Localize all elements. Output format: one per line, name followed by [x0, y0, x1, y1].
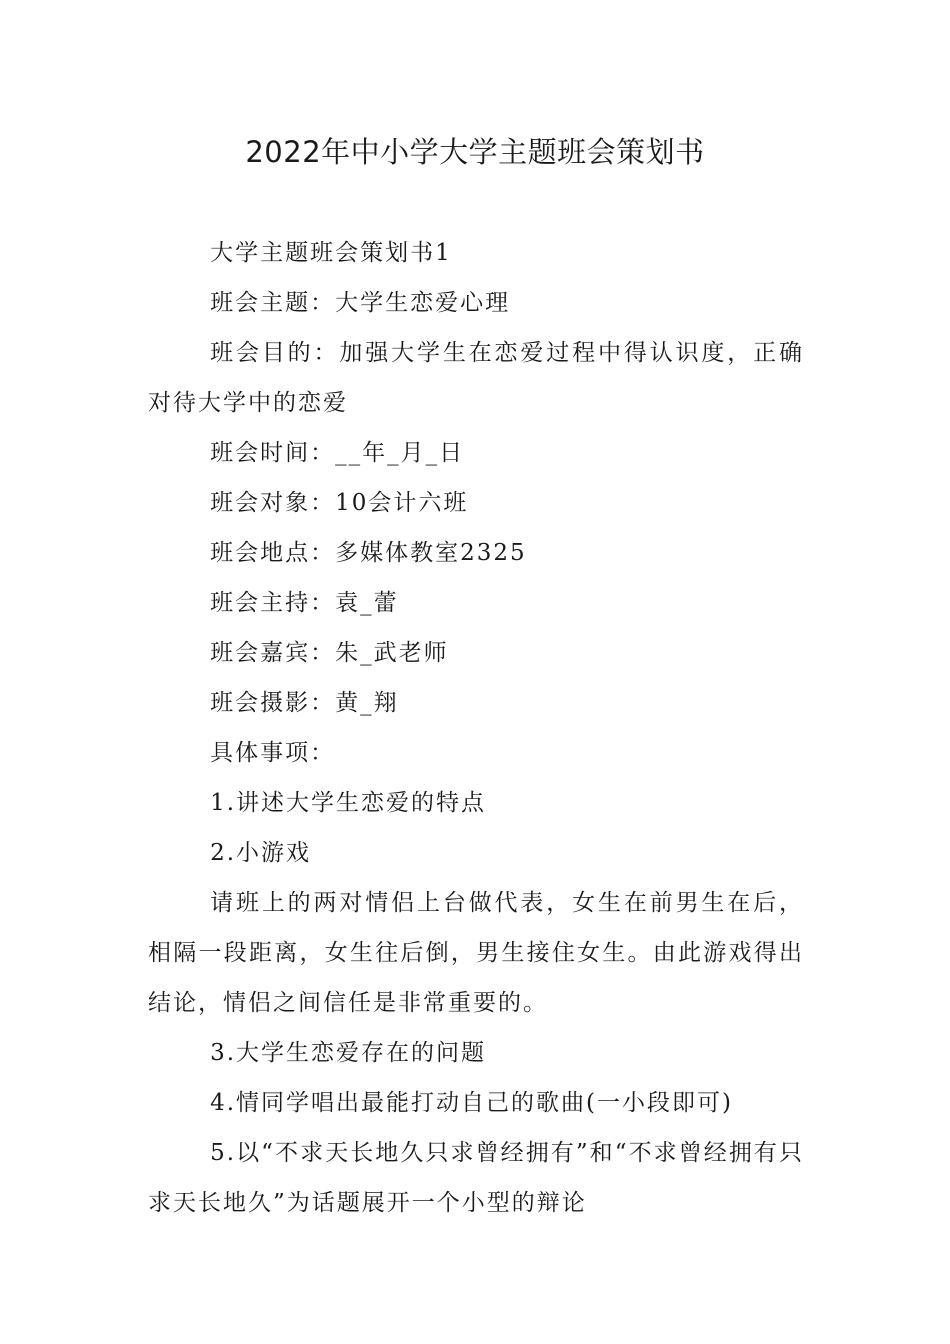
document-body — [148, 228, 804, 1228]
paragraph-item-2: 2.小游戏 — [210, 840, 312, 866]
paragraph-location: 班会地点：多媒体教室2325 — [210, 540, 527, 566]
paragraph-details-heading: 具体事项： — [210, 740, 336, 766]
paragraph-plan-heading: 大学主题班会策划书1 — [210, 240, 452, 266]
paragraph-theme: 班会主题：大学生恋爱心理 — [210, 290, 511, 316]
paragraph-purpose: 班会目的：加强大学生在恋爱过程中得认识度，正确对待大学中的恋爱 — [148, 340, 804, 416]
paragraph-item-5: 5.以“不求天长地久只求曾经拥有”和“不求曾经拥有只求天长地久”为话题展开一个小型的辩论 — [148, 1140, 804, 1216]
paragraph-host: 班会主持：袁_蕾 — [210, 590, 399, 616]
paragraph-time: 班会时间：__年_月_日 — [210, 440, 465, 466]
paragraph-audience: 班会对象：10会计六班 — [210, 490, 469, 516]
paragraph-game-description: 请班上的两对情侣上台做代表，女生在前男生在后，相隔一段距离，女生往后倒，男生接住女生。由此游戏得出结论，情侣之间信任是非常重要的。 — [148, 890, 804, 1016]
paragraph-item-3: 3.大学生恋爱存在的问题 — [210, 1040, 487, 1066]
paragraph-item-1: 1.讲述大学生恋爱的特点 — [210, 790, 487, 816]
paragraph-item-4: 4.情同学唱出最能打动自己的歌曲(一小段即可) — [210, 1090, 733, 1116]
paragraph-photographer: 班会摄影：黄_翔 — [210, 690, 399, 716]
document-title: 2022年中小学大学主题班会策划书 — [245, 135, 705, 169]
paragraph-guest: 班会嘉宾：朱_武老师 — [210, 640, 449, 666]
